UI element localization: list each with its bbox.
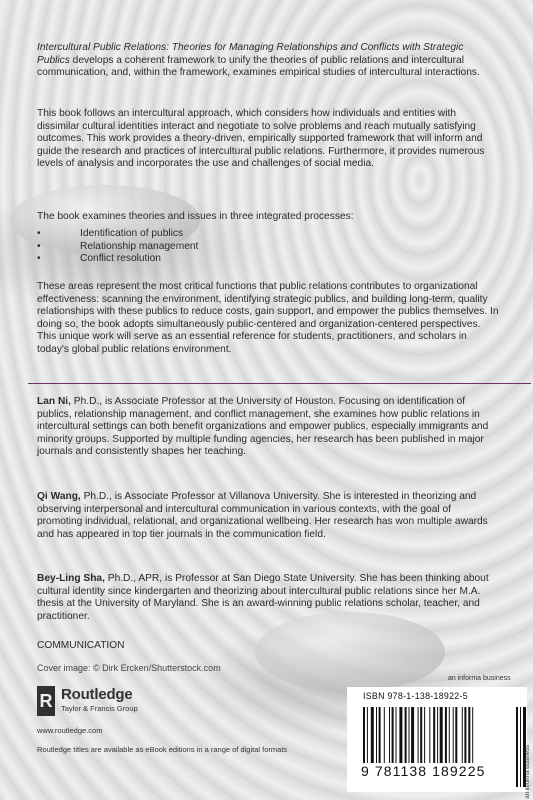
informa-business-label: an informa business xyxy=(448,675,511,682)
barcode-bar xyxy=(433,707,435,763)
publisher-group: Taylor & Francis Group xyxy=(61,704,138,713)
barcode-bar xyxy=(455,707,457,763)
author-name: Lan Ni, xyxy=(37,396,71,407)
section-divider xyxy=(28,383,531,384)
process-list xyxy=(37,228,499,266)
barcode-bar xyxy=(420,707,422,763)
barcode-bar xyxy=(392,707,394,763)
publisher-name: Routledge xyxy=(61,686,133,703)
barcode-bar xyxy=(429,707,430,763)
book-title: Intercultural Public Relations: Theories for Managing Relationships and Conflicts with Strategic Publics xyxy=(37,42,464,66)
barcode-bar xyxy=(399,707,402,763)
publisher-url: www.routledge.com xyxy=(37,726,103,735)
barcode-icon xyxy=(363,707,511,763)
list-item: • Identification of publics xyxy=(37,228,499,241)
description-paragraph-1: Intercultural Public Relations: Theories for Managing Relationships and Conflicts with Strategic Publics develops a coherent framework to unify the theories of public relations and intercultural communication, and, within the framework, examines empirical studies of intercultural interactions. xyxy=(37,42,480,79)
zen-stone-decoration xyxy=(255,612,445,692)
barcode-digits: 9 781138 189225 xyxy=(361,763,486,779)
barcode-bar xyxy=(440,707,443,763)
barcode-bar xyxy=(418,707,419,763)
barcode-bar xyxy=(464,707,466,763)
barcode-bar xyxy=(396,707,397,763)
description-paragraph-4: These areas represent the most critical functions that public relations contributes to organizational effectiveness: scanning the environment, identifying strategic publics, and building long-term, quality relationships with these publics to reduce costs, gain support, and empower the publics themselves. In doing so, the book adopts simultaneously public-centered and organization-centered perspectives. This unique work will serve as an essential reference for students, practitioners, and scholars in today's global public relations environment. xyxy=(37,281,499,355)
cover-credit: Cover image: © Dirk Ercken/Shutterstock.com xyxy=(37,663,221,673)
barcode-panel xyxy=(347,687,527,792)
description-paragraph-3: The book examines theories and issues in three integrated processes: xyxy=(37,211,354,222)
barcode-bar xyxy=(379,707,381,763)
list-item: • Conflict resolution xyxy=(37,253,499,266)
barcode-bar xyxy=(376,707,377,763)
barcode-bar xyxy=(437,707,438,763)
barcode-bar xyxy=(411,707,414,763)
spine-edge-text: an informa business xyxy=(525,745,531,799)
description-paragraph-2: This book follows an intercultural approach, which considers how individuals and entities with dissimilar cultural identities interact and negotiate to solve problems and reach mutually satisfying outcomes. This work provides a theory-driven, empirically supported framework that will inform and guide the research and practices of intercultural public relations. Furthermore, it provides numerous levels of analysis and incorporates the use and challenges of social media. xyxy=(37,108,485,170)
barcode-bar xyxy=(371,707,374,763)
barcode-bar xyxy=(424,707,425,763)
list-item: • Relationship management xyxy=(37,241,499,254)
routledge-logo-icon: R xyxy=(37,686,55,716)
author-bio-ni: Lan Ni, Ph.D., is Associate Professor at the University of Houston. Focusing on identification of publics, relationship management, and conflict management, she examines how public relations in intercultural settings can both benefit organizations and empower publics, especially immigrants and minority groups. Supported by multiple funding agencies, her research has been published in major journals and consistently shapes her teaching. xyxy=(37,396,489,458)
barcode-bar xyxy=(453,707,454,763)
author-bio-sha: Bey-Ling Sha, Ph.D., APR, is Professor at San Diego State University. She has been thinking about cultural identity since kindergarten and theorizing about intercultural public relations since her M.A. thesis at the University of Maryland. She is an award-winning public relations scholar, teacher, and practitioner. xyxy=(37,573,489,622)
barcode-bar xyxy=(363,707,365,763)
publisher-logo xyxy=(37,686,237,722)
ebook-note: Routledge titles are available as eBook editions in a range of digital formats xyxy=(37,745,288,754)
barcode-bar xyxy=(389,707,390,763)
barcode-bar xyxy=(384,707,385,763)
subject-category: COMMUNICATION xyxy=(37,640,125,651)
barcode-bar xyxy=(367,707,368,763)
barcode-bar xyxy=(472,707,473,763)
barcode-bar xyxy=(405,707,407,763)
author-name: Qi Wang, xyxy=(37,491,81,502)
author-bio-wang: Qi Wang, Ph.D., is Associate Professor at Villanova University. She is interested in theorizing and observing interpersonal and intercultural communication in various contexts, with the goal of promoting individual, relational, and organizational wellbeing. Her research has won multiple awards and has appeared in top tier journals in the communication field. xyxy=(37,491,488,540)
barcode-bar xyxy=(445,707,447,763)
barcode-bar xyxy=(462,707,463,763)
isbn-number: ISBN 978-1-138-18922-5 xyxy=(363,691,468,701)
barcode-bar xyxy=(409,707,410,763)
author-name: Bey-Ling Sha, xyxy=(37,573,105,584)
barcode-bar xyxy=(468,707,470,763)
barcode-bar xyxy=(449,707,450,763)
